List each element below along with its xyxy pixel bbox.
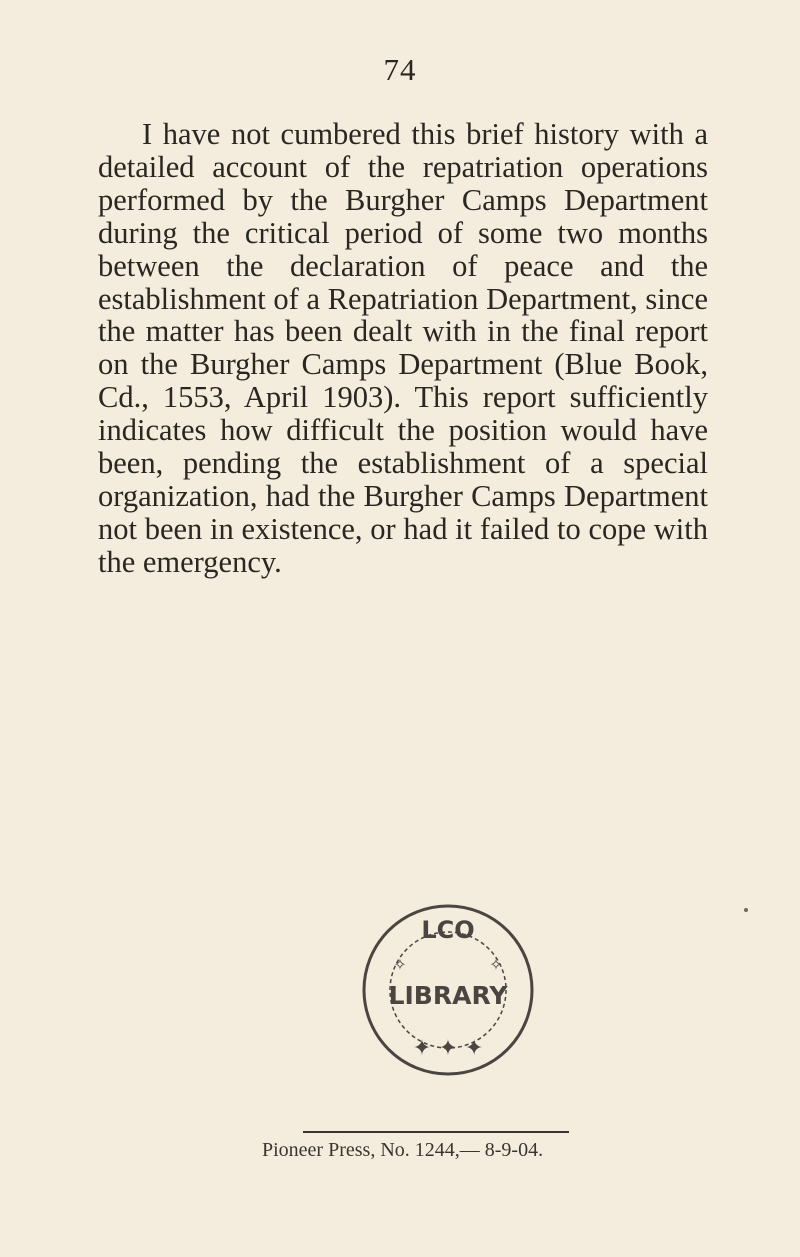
svg-text:✦ ✦ ✦: ✦ ✦ ✦	[412, 1036, 484, 1061]
svg-text:✧: ✧	[489, 955, 503, 974]
stamp-center-text: LIBRARY	[388, 981, 508, 1010]
printer-colophon: Pioneer Press, No. 1244,— 8-9-04.	[262, 1139, 544, 1161]
library-stamp	[358, 900, 538, 1080]
colophon-rule	[303, 1131, 569, 1133]
page-number: 74	[383, 52, 417, 87]
svg-text:✧: ✧	[393, 955, 407, 974]
body-paragraph: I have not cumbered this brief history with a detailed account of the repatriation operations performed by the Burgher Camps Department during the critical period of some two months between the declaration of peace and the establishment of a Repatriation Department, since the matter has been dealt with in the final report on the Burgher Camps Department (Blue Book, Cd., 1553, April 1903). This report sufficiently indicates how difficult the position would have been, pending the establishment of a special organization, had the Burgher Camps Department not been in existence, or had it failed to cope with the emergency.	[98, 117, 708, 579]
ink-speck	[744, 908, 748, 912]
svg-text:LCO: LCO	[421, 916, 475, 944]
